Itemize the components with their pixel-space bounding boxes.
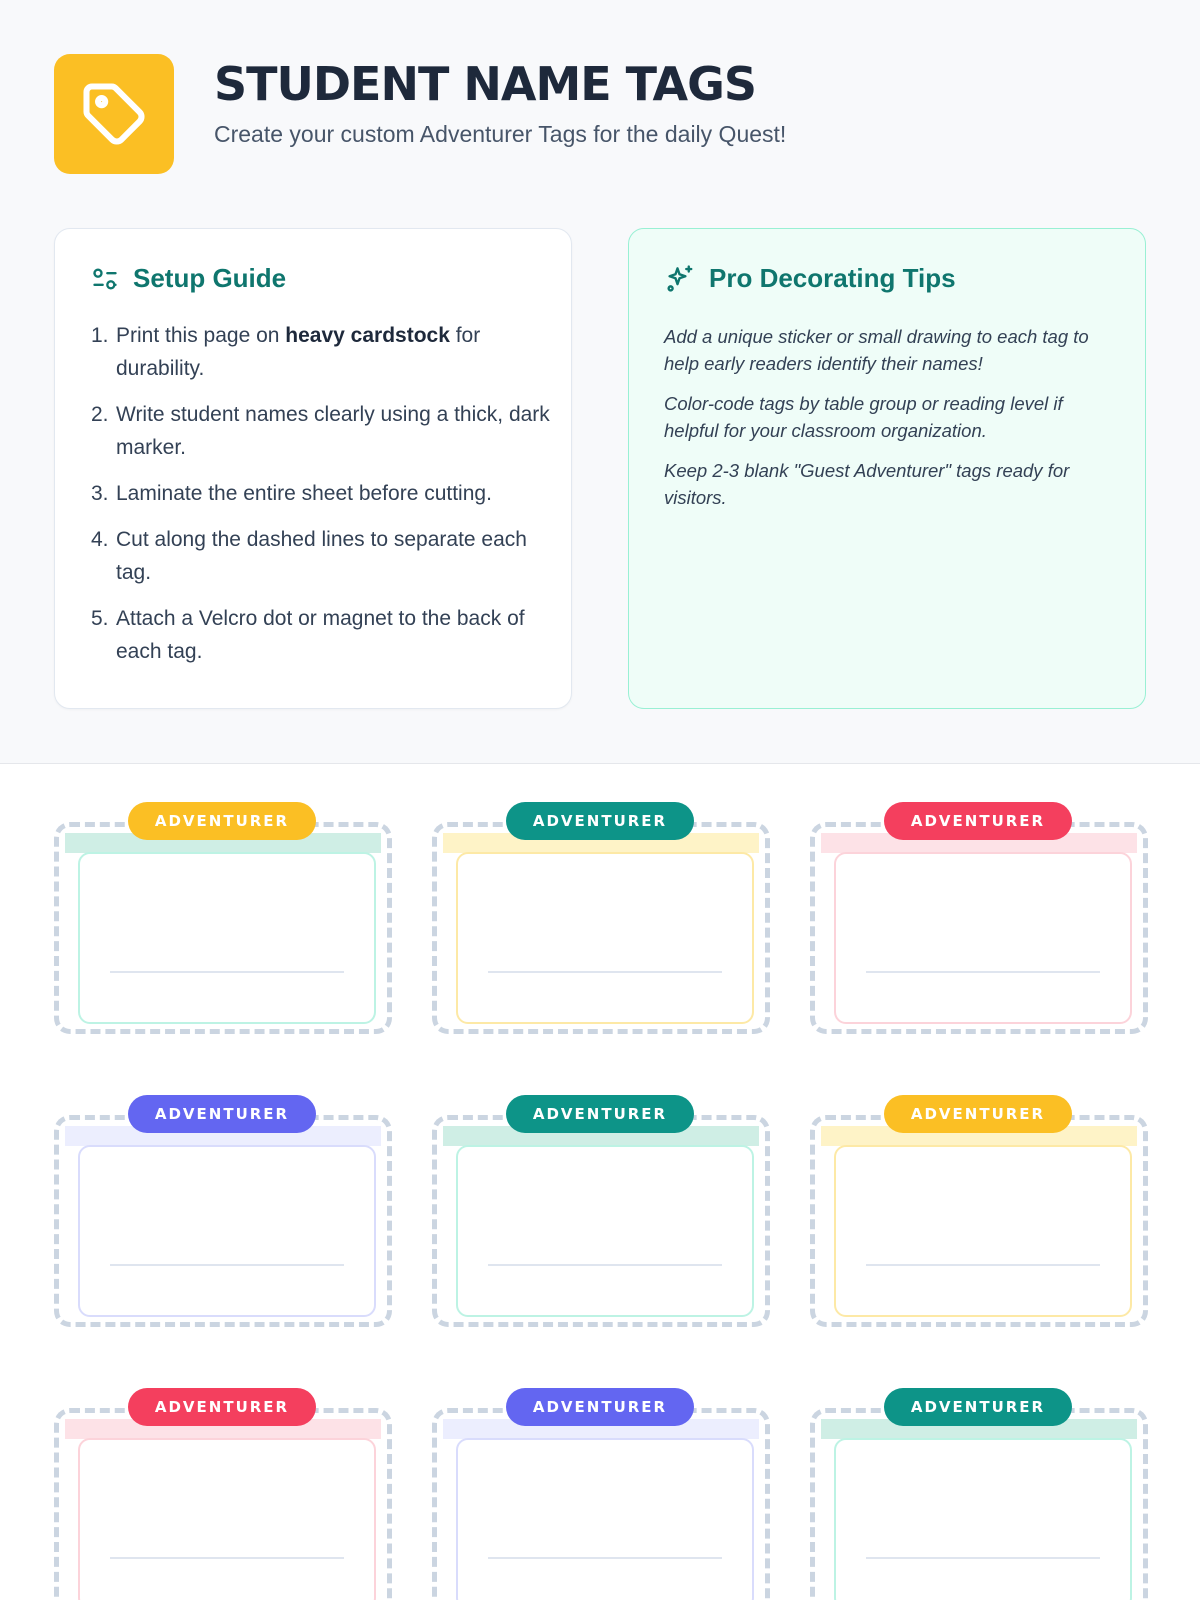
name-line (110, 1557, 344, 1559)
cut-line-border (810, 1115, 1148, 1327)
logo-badge (54, 54, 174, 174)
name-tag-card (432, 1388, 770, 1600)
list-item (91, 319, 551, 385)
step-number: 4. (91, 528, 109, 551)
name-line (110, 1264, 344, 1266)
tip-item: Keep 2-3 blank "Guest Adventurer" tags ready for visitors. (664, 460, 1070, 508)
adventurer-label: ADVENTURER (128, 1388, 316, 1426)
name-tag-card (810, 1095, 1148, 1315)
cut-line-border (54, 822, 392, 1034)
cut-line-border (432, 1115, 770, 1327)
step-text: Laminate the entire sheet before cutting. (116, 482, 492, 505)
page-subtitle: Create your custom Adventurer Tags for the daily Quest! (214, 121, 787, 147)
name-line (866, 971, 1100, 973)
name-tag-card (432, 802, 770, 1022)
name-writing-area (834, 1145, 1132, 1317)
adventurer-label: ADVENTURER (506, 802, 694, 840)
tips-list (664, 323, 1119, 524)
sparkles-icon (665, 264, 695, 294)
cut-line-border (54, 1408, 392, 1600)
name-tag-card (54, 802, 392, 1022)
name-writing-area (456, 852, 754, 1024)
step-text-part: for durability. (116, 324, 481, 380)
list-item (91, 602, 551, 668)
page-title: STUDENT NAME TAGS (214, 57, 756, 111)
name-writing-area (834, 852, 1132, 1024)
adventurer-label: ADVENTURER (128, 1095, 316, 1133)
cut-line-border (432, 1408, 770, 1600)
list-item (91, 398, 551, 464)
name-writing-area (78, 1145, 376, 1317)
setup-steps-list (91, 319, 551, 681)
tips-title: Pro Decorating Tips (709, 263, 956, 293)
setup-guide-title: Setup Guide (133, 263, 287, 293)
name-tag-card (54, 1388, 392, 1600)
name-line (110, 971, 344, 973)
step-number: 1. (91, 324, 109, 347)
name-writing-area (456, 1145, 754, 1317)
cut-line-border (432, 822, 770, 1034)
name-tag-card (810, 1388, 1148, 1600)
name-line (488, 1557, 722, 1559)
adventurer-label: ADVENTURER (884, 1095, 1072, 1133)
step-number: 5. (91, 607, 109, 630)
adventurer-label: ADVENTURER (884, 802, 1072, 840)
list-item (91, 477, 551, 510)
step-text (116, 319, 551, 385)
name-line (488, 971, 722, 973)
adventurer-label: ADVENTURER (128, 802, 316, 840)
name-line (488, 1264, 722, 1266)
name-line (866, 1264, 1100, 1266)
adventurer-label: ADVENTURER (506, 1388, 694, 1426)
tip-item: Color-code tags by table group or reading level if helpful for your classroom organization. (664, 393, 1063, 441)
name-writing-area (78, 852, 376, 1024)
step-text: Write student names clearly using a thick, dark marker. (116, 403, 550, 459)
name-tag-card (810, 802, 1148, 1022)
sliders-icon (91, 265, 119, 293)
step-text: Attach a Velcro dot or magnet to the back of each tag. (116, 607, 525, 663)
adventurer-label: ADVENTURER (506, 1095, 694, 1133)
setup-guide-heading (91, 263, 286, 294)
name-tags-grid (0, 764, 1200, 1600)
step-number: 2. (91, 403, 109, 426)
header-section (0, 0, 1200, 764)
step-text-part: Print this page on (116, 324, 286, 347)
adventurer-label: ADVENTURER (884, 1388, 1072, 1426)
tips-card (628, 228, 1146, 709)
cut-line-border (54, 1115, 392, 1327)
setup-guide-card (54, 228, 572, 709)
name-writing-area (834, 1438, 1132, 1600)
name-tag-card (432, 1095, 770, 1315)
name-writing-area (78, 1438, 376, 1600)
cut-line-border (810, 1408, 1148, 1600)
name-line (866, 1557, 1100, 1559)
name-writing-area (456, 1438, 754, 1600)
name-tag-card (54, 1095, 392, 1315)
step-number: 3. (91, 482, 109, 505)
step-text: Cut along the dashed lines to separate each tag. (116, 528, 527, 584)
tips-heading (665, 263, 956, 294)
list-item (91, 523, 551, 589)
step-text-bold: heavy cardstock (285, 324, 450, 347)
tag-icon (81, 81, 147, 147)
cut-line-border (810, 822, 1148, 1034)
tip-item: Add a unique sticker or small drawing to each tag to help early readers identify their names! (664, 326, 1089, 374)
